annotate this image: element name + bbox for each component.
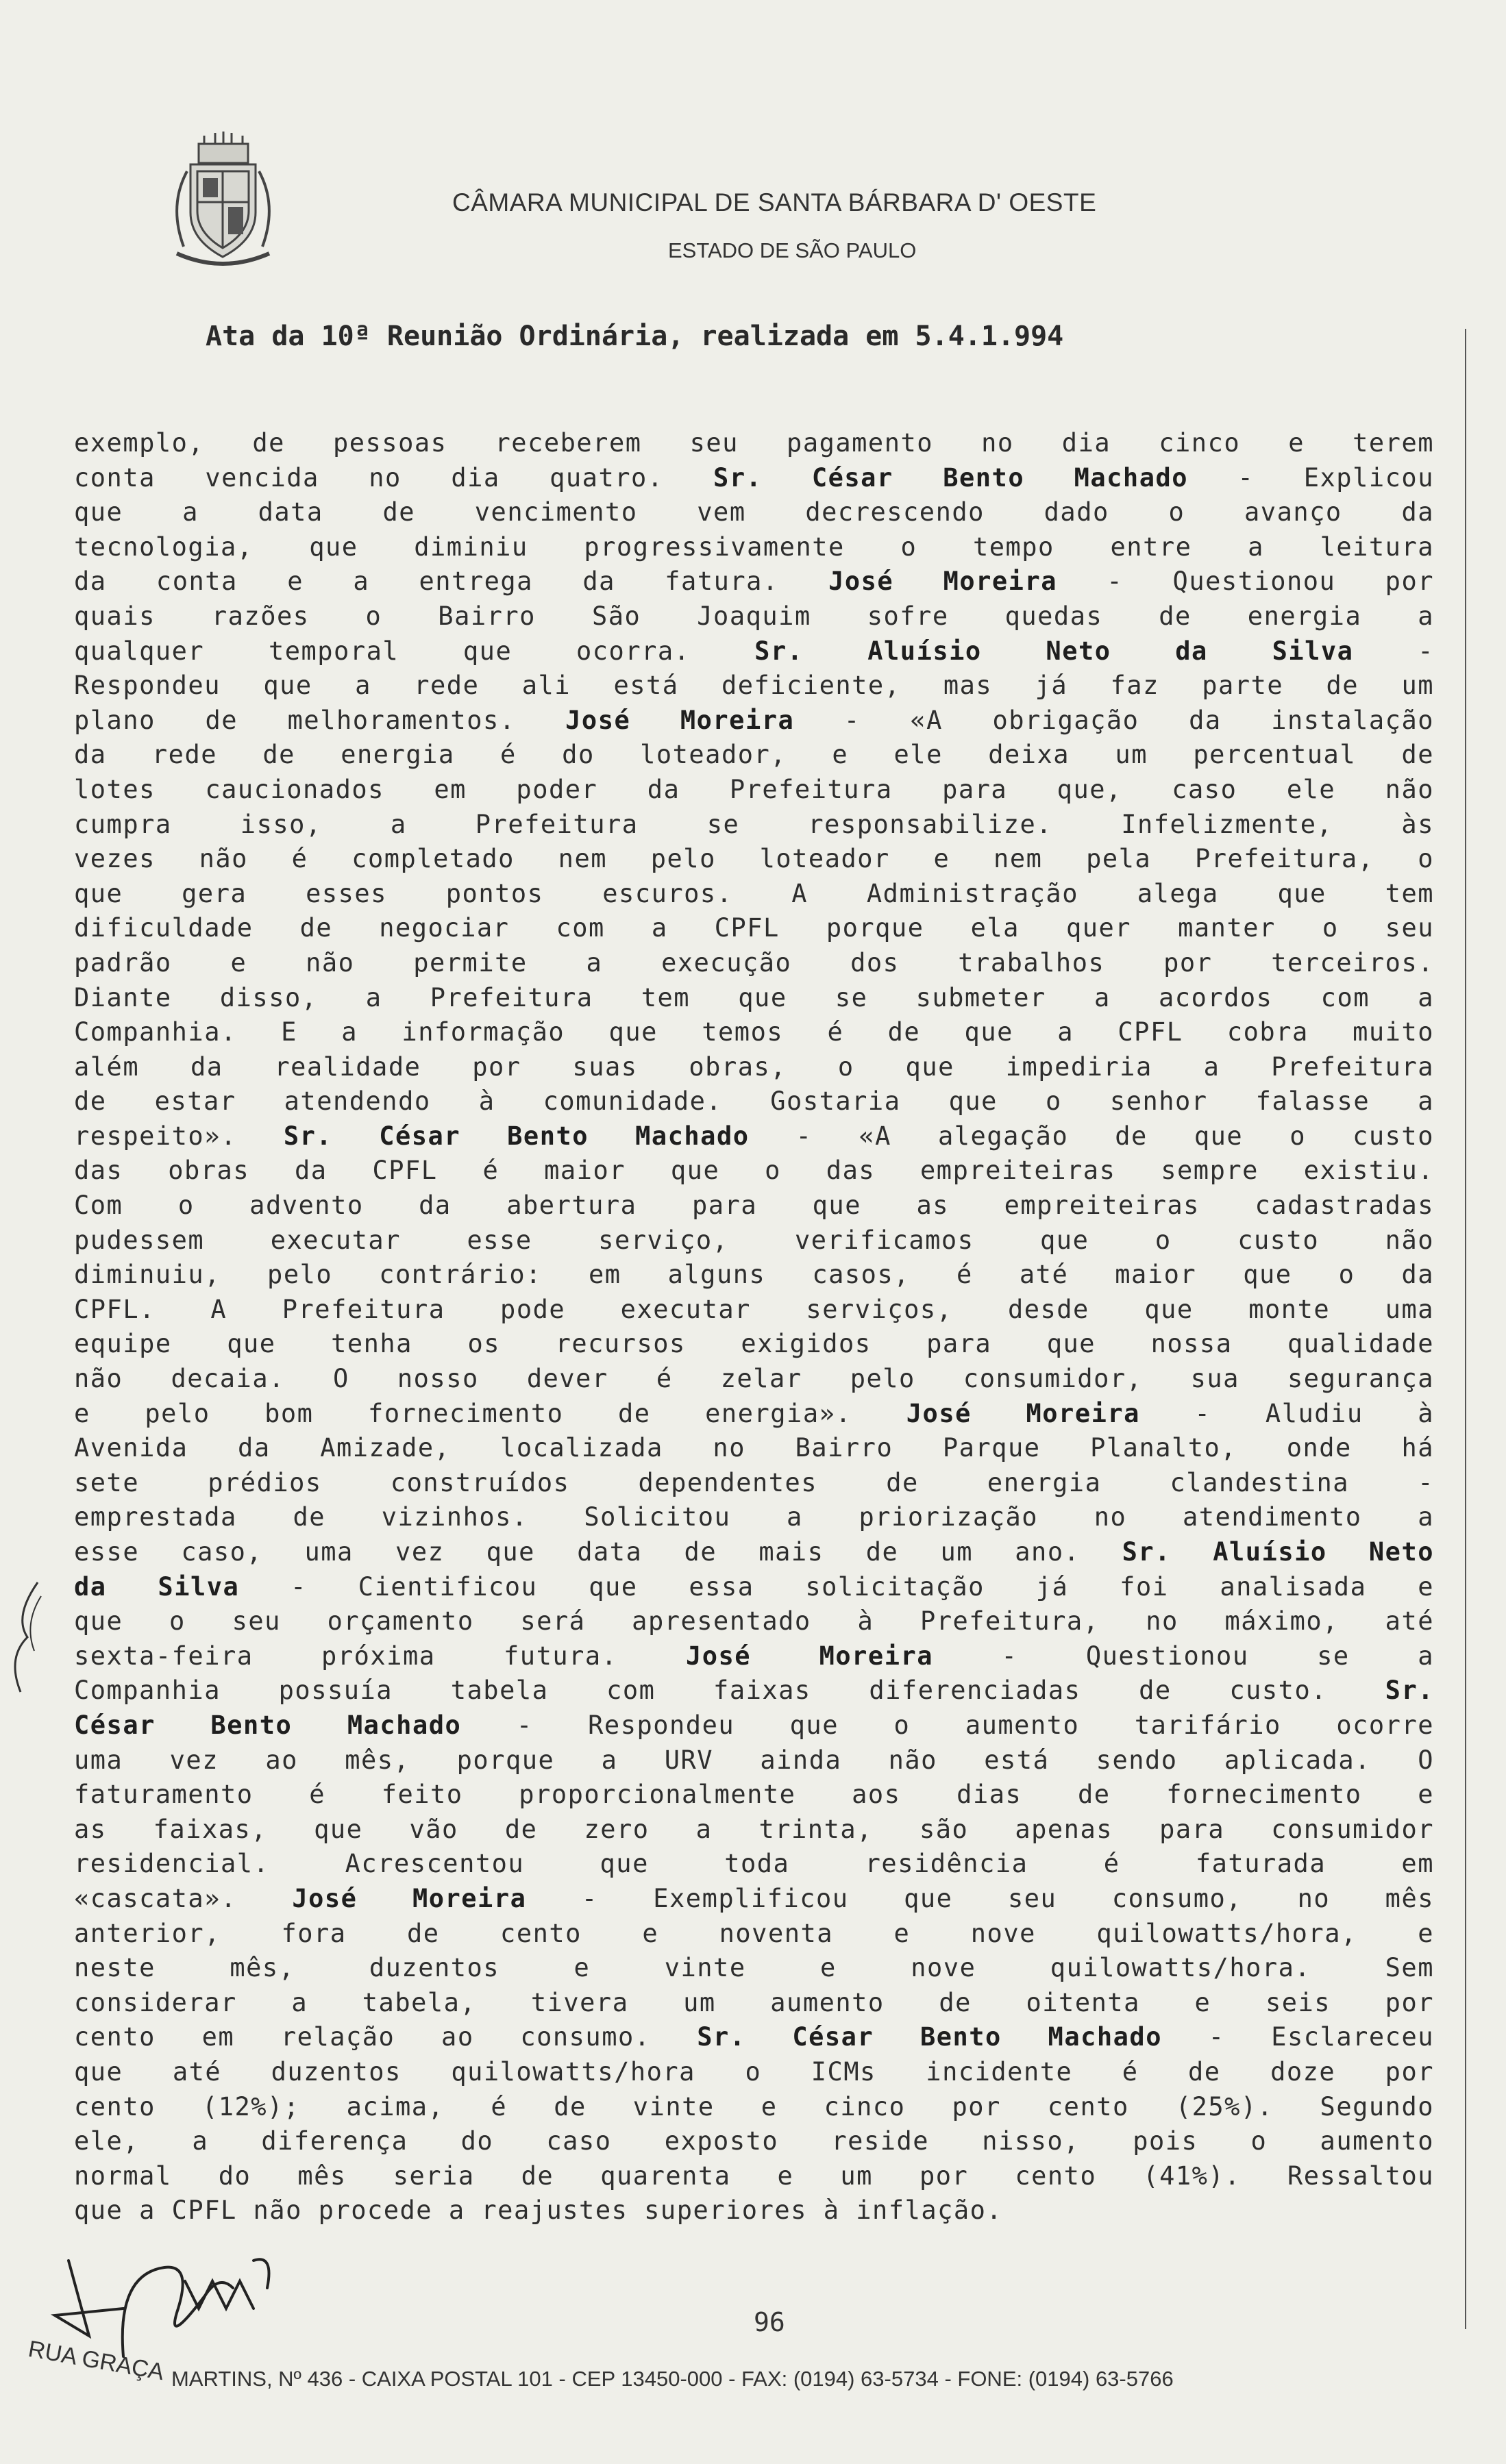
text-line [74,808,1434,843]
document-title: Ata da 10ª Reunião Ordinária, realizada em 5.4.1.994 [206,321,1064,352]
text-line [74,1604,1434,1639]
text-segment: Avenida da Amizade, localizada no Bairro Parque Planalto, onde há [74,1433,1434,1463]
text-line [74,634,1434,669]
text-line [74,1466,1434,1501]
text-segment: CPFL. A Prefeitura pode executar serviços, desde que monte uma [74,1294,1434,1324]
text-segment: de estar atendendo à comunidade. Gostaria que o senhor falasse a [74,1086,1434,1117]
text-line [74,1813,1434,1847]
text-line [74,1500,1434,1535]
speaker-name: José Moreira [906,1398,1140,1428]
text-segment: que o seu orçamento será apresentado à Prefeitura, no máximo, até [74,1606,1434,1637]
text-line [74,530,1434,565]
text-line [74,1293,1434,1328]
text-line [74,2159,1434,2194]
text-segment: Companhia possuía tabela com faixas diferenciadas de custo. [74,1676,1385,1706]
text-segment: conta vencida no dia quatro. [74,462,714,493]
text-segment: neste mês, duzentos e vinte e nove quilowatts/hora. Sem [74,1953,1434,1983]
text-segment: sete prédios construídos dependentes de energia clandestina - [74,1467,1434,1497]
text-segment: das obras da CPFL é maior que o das empreiteiras sempre existiu. [74,1156,1434,1186]
text-line [74,1015,1434,1050]
institution-name: CÂMARA MUNICIPAL DE SANTA BÁRBARA D' OESTE [452,188,1097,216]
text-line [74,1535,1434,1570]
text-line [74,461,1434,496]
text-segment: da rede de energia é do loteador, e ele deixa um percentual de [74,740,1434,770]
text-segment: - Exemplificou que seu consumo, no mês [526,1883,1434,1913]
text-segment: - [1353,636,1434,666]
text-segment: padrão e não permite a execução dos trabalhos por terceiros. [74,947,1434,978]
text-segment: cento (12%); acima, é de vinte e cinco por cento (25%). Segundo [74,2091,1434,2121]
text-line [74,1917,1434,1952]
text-segment: qualquer temporal que ocorra. [74,636,755,666]
text-line [74,2055,1434,2090]
text-segment: plano de melhoramentos. [74,705,566,735]
text-segment: que até duzentos quilowatts/hora o ICMs incidente é de doze por [74,2056,1434,2087]
text-segment: emprestada de vizinhos. Solicitou a priorização no atendimento a [74,1502,1434,1532]
text-line [74,1951,1434,1986]
text-line [74,1327,1434,1362]
speaker-name: César Bento Machado [74,1710,462,1740]
text-segment: lotes caucionados em poder da Prefeitura para que, caso ele não [74,774,1434,804]
speaker-name: Sr. [1385,1676,1434,1706]
speaker-name: Sr. César Bento Machado [697,2022,1162,2052]
text-segment: sexta-feira próxima futura. [74,1641,686,1671]
institution-state: ESTADO DE SÃO PAULO [668,238,917,262]
text-segment: cento em relação ao consumo. [74,2022,698,2052]
speaker-name: Sr. Aluísio Neto da Silva [754,636,1354,666]
text-line [74,1570,1434,1605]
text-segment: - «A obrigação da instalação [794,705,1434,735]
text-line [74,704,1434,738]
text-line [74,1882,1434,1917]
text-line [74,1154,1434,1189]
text-segment: as faixas, que vão de zero a trinta, são apenas para consumidor [74,1814,1434,1844]
speaker-name: José Moreira [292,1883,527,1913]
text-segment: dificuldade de negociar com a CPFL porque ela quer manter o seu [74,913,1434,943]
text-segment: residencial. Acrescentou que toda residência é faturada em [74,1849,1434,1879]
page-number: 96 [754,2307,785,2337]
text-segment: diminuiu, pelo contrário: em alguns casos, é até maior que o da [74,1260,1434,1290]
text-line [74,1778,1434,1813]
text-segment: que a CPFL não procede a reajustes superiores à inflação. [74,2195,1003,2226]
text-line [74,426,1434,461]
text-line [74,2193,1434,2228]
speaker-name: José Moreira [685,1641,934,1671]
text-segment: ele, a diferença do caso exposto reside nisso, pois o aumento [74,2126,1434,2156]
text-line [74,564,1434,599]
minutes-body [74,426,1434,2228]
footer-address: MARTINS, Nº 436 - CAIXA POSTAL 101 - CEP 13450-000 - FAX: (0194) 63-5734 - FONE: (0194) 63-5766 [171,2367,1174,2391]
municipal-crest-icon [163,130,283,274]
text-segment: faturamento é feito proporcionalmente aos dias de fornecimento e [74,1780,1434,1810]
speaker-name: da Silva [74,1571,240,1602]
text-line [74,1084,1434,1119]
text-segment: que gera esses pontos escuros. A Administração alega que tem [74,878,1434,908]
text-segment: vezes não é completado nem pelo loteador e nem pela Prefeitura, o [74,844,1434,874]
text-segment: Com o advento da abertura para que as empreiteiras cadastradas [74,1191,1434,1221]
margin-rule [1465,329,1466,2329]
margin-pen-mark-icon [0,1576,48,1699]
text-segment: - Cientificou que essa solicitação já foi analisada e [239,1571,1434,1602]
text-segment: equipe que tenha os recursos exigidos para que nossa qualidade [74,1329,1434,1359]
footer-street-prefix: RUA GRAÇA [26,2336,166,2386]
text-line [74,946,1434,981]
text-line [74,1223,1434,1258]
text-line [74,669,1434,704]
text-line [74,1397,1434,1432]
text-line [74,599,1434,634]
speaker-name: José Moreira [828,567,1057,597]
text-line [74,1673,1434,1708]
text-line [74,773,1434,808]
text-segment: pudessem executar esse serviço, verificamos que o custo não [74,1225,1434,1255]
text-segment: - Questionou por [1057,567,1434,597]
text-segment: anterior, fora de cento e noventa e nove quilowatts/hora, e [74,1918,1434,1948]
text-segment: Companhia. E a informação que temos é de que a CPFL cobra muito [74,1017,1434,1047]
text-line [74,981,1434,1016]
text-line [74,1847,1434,1882]
text-line [74,1743,1434,1778]
text-segment: considerar a tabela, tivera um aumento de oitenta e seis por [74,1987,1434,2017]
text-line [74,2124,1434,2159]
text-segment: quais razões o Bairro São Joaquim sofre quedas de energia a [74,601,1434,631]
text-line [74,1986,1434,2021]
text-line [74,877,1434,912]
text-line [74,1258,1434,1293]
text-line [74,1050,1434,1085]
text-line [74,1708,1434,1743]
text-line [74,495,1434,530]
text-line [74,911,1434,946]
text-segment: normal do mês seria de quarenta e um por cento (41%). Ressaltou [74,2161,1434,2191]
text-line [74,2020,1434,2055]
text-segment: uma vez ao mês, porque a URV ainda não está sendo aplicada. O [74,1745,1434,1775]
text-segment: esse caso, uma vez que data de mais de um ano. [74,1537,1122,1567]
text-line [74,1119,1434,1154]
text-segment: - Aludiu à [1139,1398,1434,1428]
text-line [74,738,1434,773]
text-line [74,1639,1434,1674]
text-segment: além da realidade por suas obras, o que impediria a Prefeitura [74,1051,1434,1082]
text-segment: respeito». [74,1121,284,1151]
text-segment: tecnologia, que diminiu progressivamente o tempo entre a leitura [74,532,1434,562]
text-segment: - Respondeu que o aumento tarifário ocorre [461,1710,1434,1740]
text-line [74,1431,1434,1466]
speaker-name: Sr. César Bento Machado [713,462,1189,493]
text-segment: não decaia. O nosso dever é zelar pelo consumidor, sua segurança [74,1364,1434,1394]
text-segment: - Esclareceu [1162,2022,1434,2052]
text-segment: Diante disso, a Prefeitura tem que se submeter a acordos com a [74,982,1434,1012]
text-segment: - «A alegação de que o custo [749,1121,1434,1151]
text-segment: cumpra isso, a Prefeitura se responsabilize. Infelizmente, às [74,809,1434,839]
text-line [74,842,1434,877]
text-line [74,1189,1434,1223]
text-segment: e pelo bom fornecimento de energia». [74,1398,906,1428]
speaker-name: José Moreira [565,705,795,735]
text-line [74,1362,1434,1397]
text-line [74,2090,1434,2125]
text-segment: da conta e a entrega da fatura. [74,567,829,597]
text-segment: - Explicou [1188,462,1434,493]
text-segment: que a data de vencimento vem decrescendo dado o avanço da [74,497,1434,527]
speaker-name: Sr. César Bento Machado [283,1121,750,1151]
speaker-name: Sr. Aluísio Neto [1122,1537,1434,1567]
text-segment: «cascata». [74,1883,293,1913]
text-segment: exemplo, de pessoas receberem seu pagamento no dia cinco e terem [74,428,1434,458]
text-segment: - Questionou se a [933,1641,1434,1671]
text-segment: Respondeu que a rede ali está deficiente, mas já faz parte de um [74,671,1434,701]
